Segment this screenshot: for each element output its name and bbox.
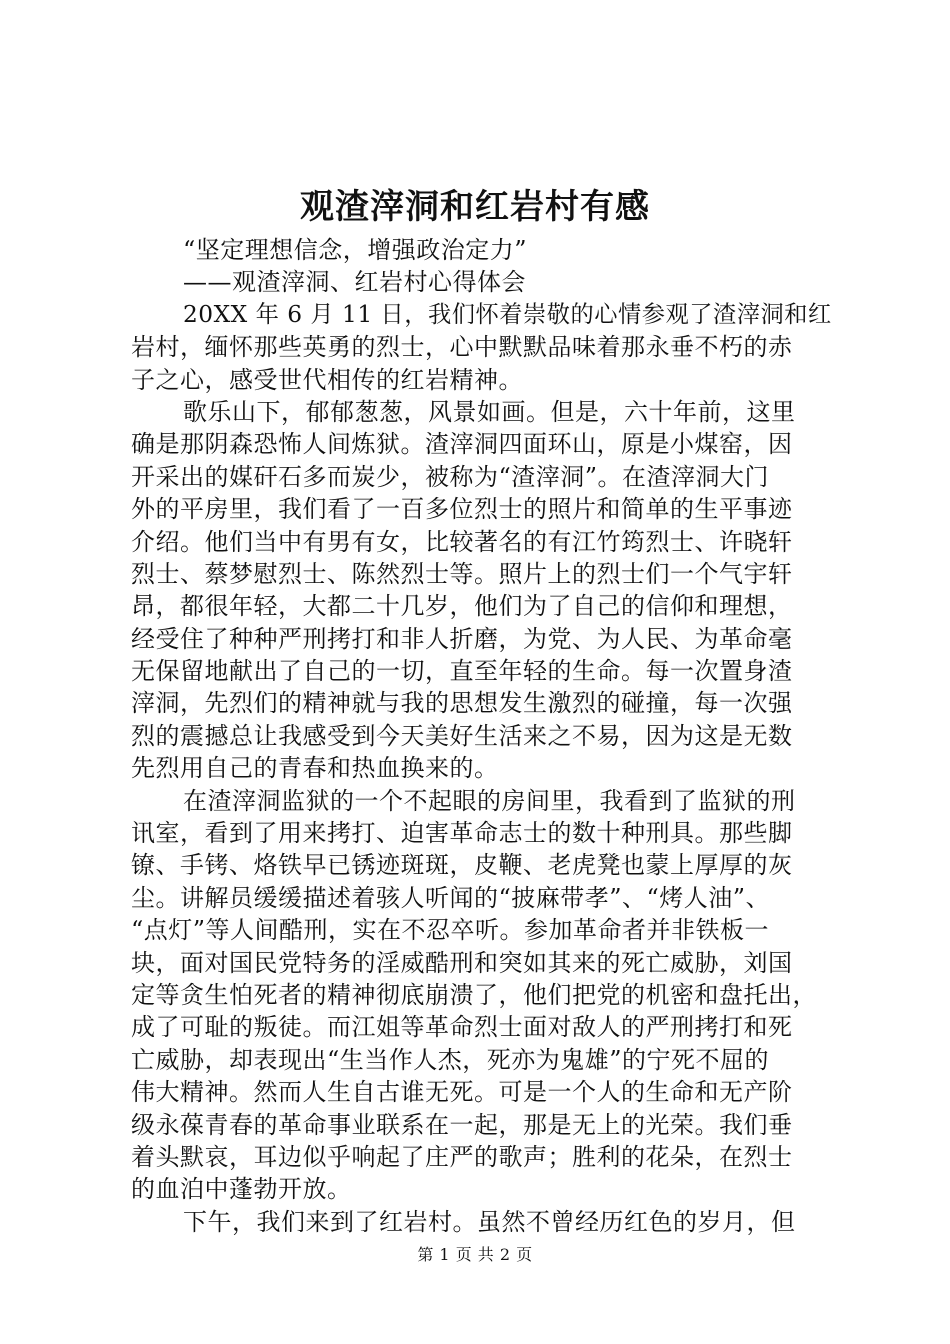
document-title: 观渣滓洞和红岩村有感 (300, 187, 650, 227)
text-line: “坚定理想信念，增强政治定力” (183, 236, 528, 264)
text-line: 歌乐山下，郁郁葱葱，风景如画。但是，六十年前，这里 (183, 397, 796, 426)
text-line: 烈的震撼总让我感受到今天美好生活来之不易，因为这是无数 (131, 721, 793, 750)
text-line: 介绍。他们当中有男有女，比较著名的有江竹筠烈士、许晓轩 (131, 527, 793, 556)
text-line: 确是那阴森恐怖人间炼狱。渣滓洞四面环山，原是小煤窑，因 (131, 430, 793, 459)
text-line: 经受住了种种严刑拷打和非人折磨，为党、为人民、为革命毫 (131, 624, 793, 653)
text-line: 讯室，看到了用来拷打、迫害革命志士的数十种刑具。那些脚 (131, 819, 793, 848)
text-line: 在渣滓洞监狱的一个不起眼的房间里，我看到了监狱的刑 (183, 786, 796, 815)
text-line: 烈士、蔡梦慰烈士、陈然烈士等。照片上的烈士们一个气宇轩 (131, 559, 793, 588)
text-line: 滓洞，先烈们的精神就与我的思想发生激烈的碰撞，每一次强 (131, 689, 793, 718)
text-line: 昂，都很年轻，大都二十几岁，他们为了自己的信仰和理想， (131, 592, 793, 621)
text-line: 的血泊中蓬勃开放。 (131, 1175, 352, 1204)
text-line: 尘。讲解员缓缓描述着骇人听闻的“披麻带孝”、“烤人油”、 (131, 883, 771, 912)
text-line: 块，面对国民党特务的淫威酷刑和突如其来的死亡威胁，刘国 (131, 948, 793, 977)
text-line: 亡威胁，却表现出“生当作人杰，死亦为鬼雄”的宁死不屈的 (131, 1045, 770, 1074)
document-body (131, 234, 831, 1238)
text-line: 成了可耻的叛徒。而江姐等革命烈士面对敌人的严刑拷打和死 (131, 1013, 793, 1042)
text-line: 外的平房里，我们看了一百多位烈士的照片和简单的生平事迹 (131, 495, 793, 524)
text-line: 岩村，缅怀那些英勇的烈士，心中默默品味着那永垂不朽的赤 (131, 333, 793, 362)
text-line: ——观渣滓洞、红岩村心得体会 (183, 268, 526, 297)
page-footer: 第 1 页 共 2 页 (417, 1245, 533, 1264)
text-line: 无保留地献出了自己的一切，直至年轻的生命。每一次置身渣 (131, 657, 793, 686)
text-line: 级永葆青春的革命事业联系在一起，那是无上的光荣。我们垂 (131, 1110, 793, 1139)
text-line: 先烈用自己的青春和热血换来的。 (131, 754, 499, 783)
text-line: 开采出的媒矸石多而炭少，被称为“渣滓洞”。在渣滓洞大门 (131, 462, 770, 491)
text-line: 子之心，感受世代相传的红岩精神。 (131, 365, 523, 394)
text-line: “点灯”等人间酷刑，实在不忍卒听。参加革命者并非铁板一 (131, 916, 770, 945)
text-line: 镣、手铐、烙铁早已锈迹斑斑，皮鞭、老虎凳也蒙上厚厚的灰 (131, 851, 793, 880)
text-line: 着头默哀，耳边似乎响起了庄严的歌声；胜利的花朵，在烈士 (131, 1142, 793, 1171)
text-line: 20XX 年 6 月 11 日，我们怀着崇敬的心情参观了渣滓洞和红 (183, 300, 832, 328)
text-line: 定等贪生怕死者的精神彻底崩溃了，他们把党的机密和盘托出， (131, 980, 817, 1009)
text-line: 伟大精神。然而人生自古谁无死。可是一个人的生命和无产阶 (131, 1078, 793, 1107)
text-line: 下午，我们来到了红岩村。虽然不曾经历红色的岁月，但 (183, 1207, 796, 1236)
